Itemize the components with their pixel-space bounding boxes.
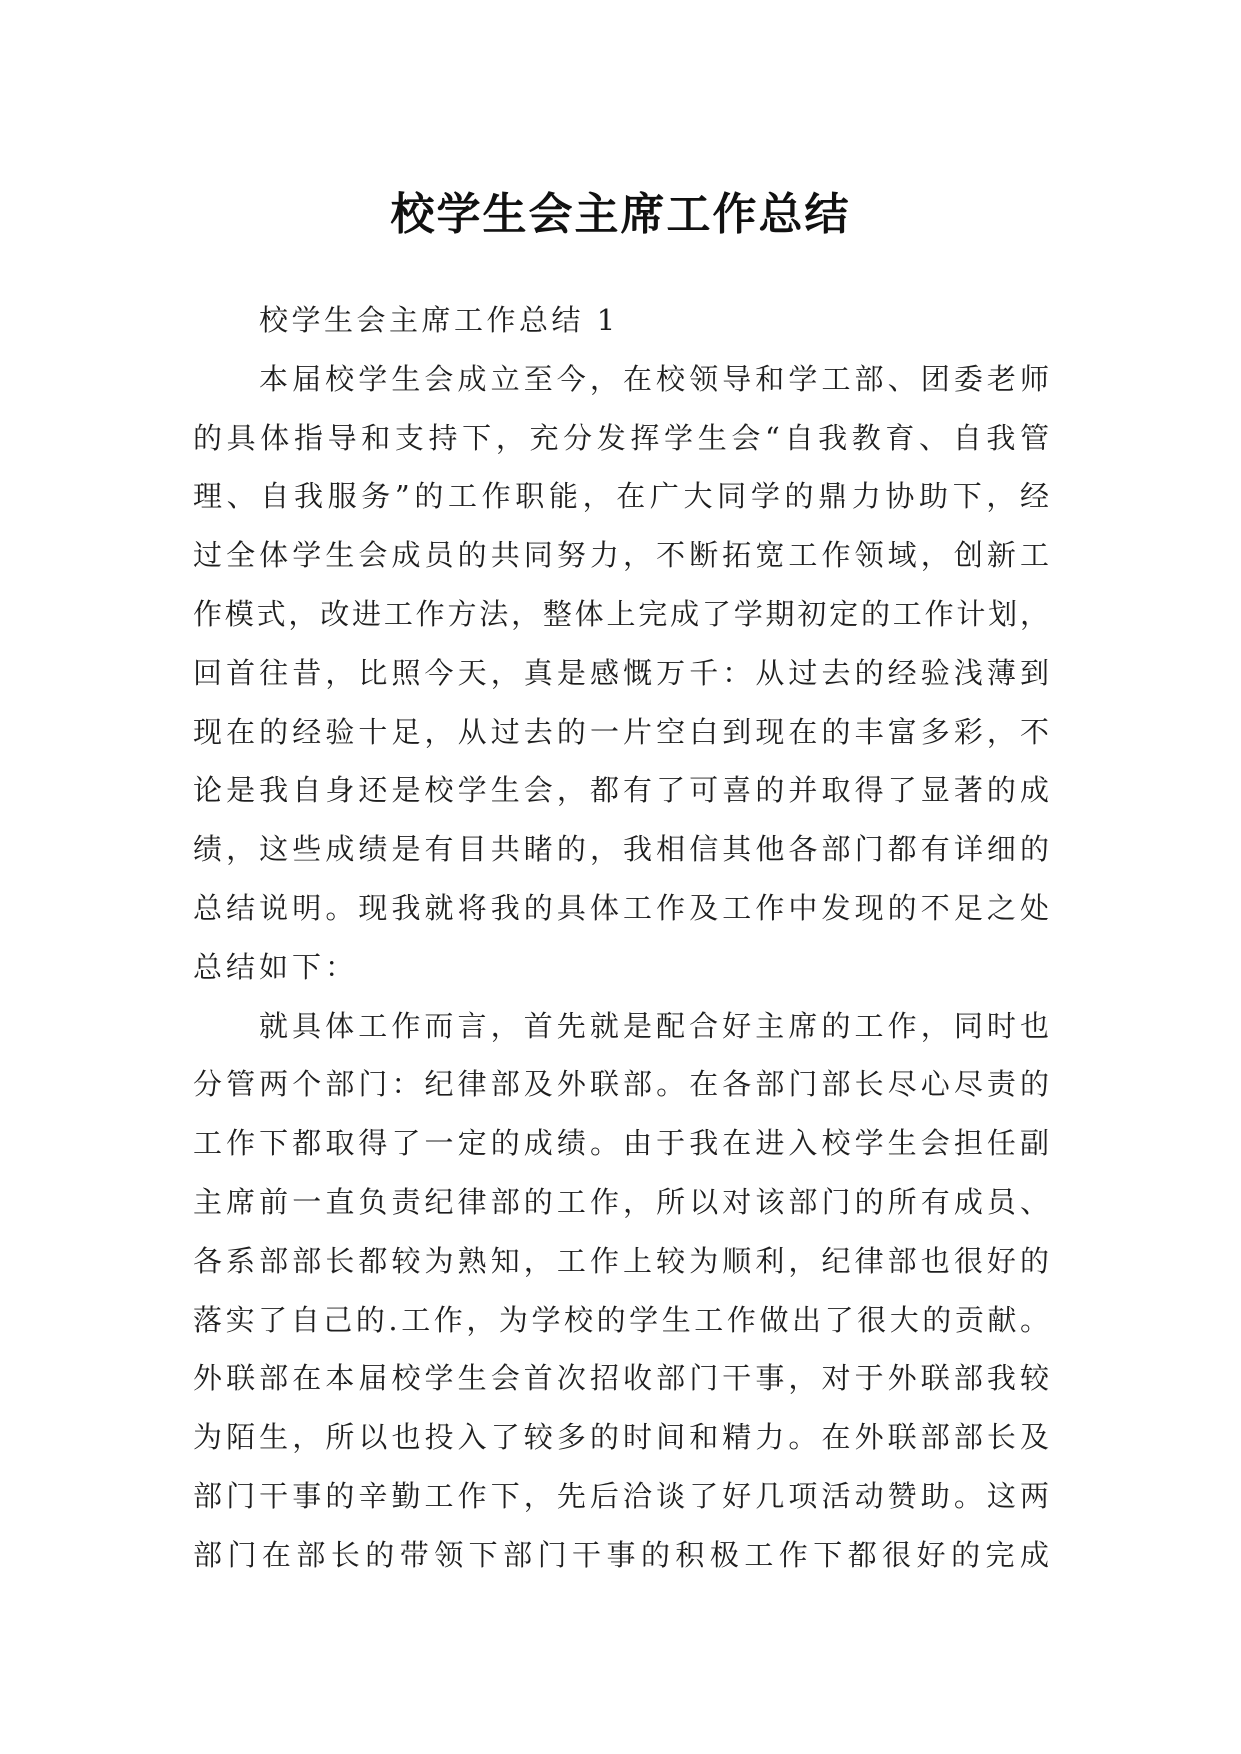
paragraph-line: 外联部在本届校学生会首次招收部门干事，对于外联部我较	[193, 1361, 1051, 1396]
paragraph-line: 总结如下：	[193, 949, 359, 984]
paragraph-line: 的具体指导和支持下，充分发挥学生会“自我教育、自我管	[193, 420, 1051, 455]
paragraph-line: 分管两个部门：纪律部及外联部。在各部门部长尽心尽责的	[193, 1067, 1051, 1102]
paragraph-line: 论是我自身还是校学生会，都有了可喜的并取得了显著的成	[193, 773, 1051, 808]
paragraph-line: 现在的经验十足，从过去的一片空白到现在的丰富多彩，不	[193, 714, 1051, 749]
paragraph-line: 绩，这些成绩是有目共睹的，我相信其他各部门都有详细的	[193, 832, 1051, 867]
paragraph-line: 作模式，改进工作方法，整体上完成了学期初定的工作计划，	[193, 596, 1051, 631]
paragraph-line: 回首往昔，比照今天，真是感慨万千：从过去的经验浅薄到	[193, 655, 1051, 690]
paragraph-line: 落实了自己的.工作，为学校的学生工作做出了很大的贡献。	[193, 1302, 1051, 1337]
paragraph-line: 总结说明。现我就将我的具体工作及工作中发现的不足之处	[193, 890, 1051, 925]
section-heading: 校学生会主席工作总结 1	[259, 303, 619, 337]
paragraph-line: 工作下都取得了一定的成绩。由于我在进入校学生会担任副	[193, 1126, 1051, 1161]
paragraph-line: 部门干事的辛勤工作下，先后洽谈了好几项活动赞助。这两	[193, 1478, 1051, 1513]
paragraph-line: 主席前一直负责纪律部的工作，所以对该部门的所有成员、	[193, 1184, 1051, 1219]
page-title: 校学生会主席工作总结	[390, 189, 851, 241]
document-body	[193, 291, 1051, 1585]
paragraph-line: 过全体学生会成员的共同努力，不断拓宽工作领域，创新工	[193, 538, 1051, 573]
paragraph-line: 就具体工作而言，首先就是配合好主席的工作，同时也	[259, 1008, 1051, 1043]
paragraph-line: 各系部部长都较为熟知，工作上较为顺利，纪律部也很好的	[193, 1243, 1051, 1278]
paragraph-line: 理、自我服务”的工作职能，在广大同学的鼎力协助下，经	[193, 479, 1051, 514]
paragraph-line: 本届校学生会成立至今，在校领导和学工部、团委老师	[259, 361, 1051, 396]
paragraph	[193, 350, 1051, 997]
paragraph-line: 为陌生，所以也投入了较多的时间和精力。在外联部部长及	[193, 1420, 1051, 1455]
paragraph	[193, 997, 1051, 1585]
paragraph-line: 部门在部长的带领下部门干事的积极工作下都很好的完成	[193, 1537, 1051, 1572]
